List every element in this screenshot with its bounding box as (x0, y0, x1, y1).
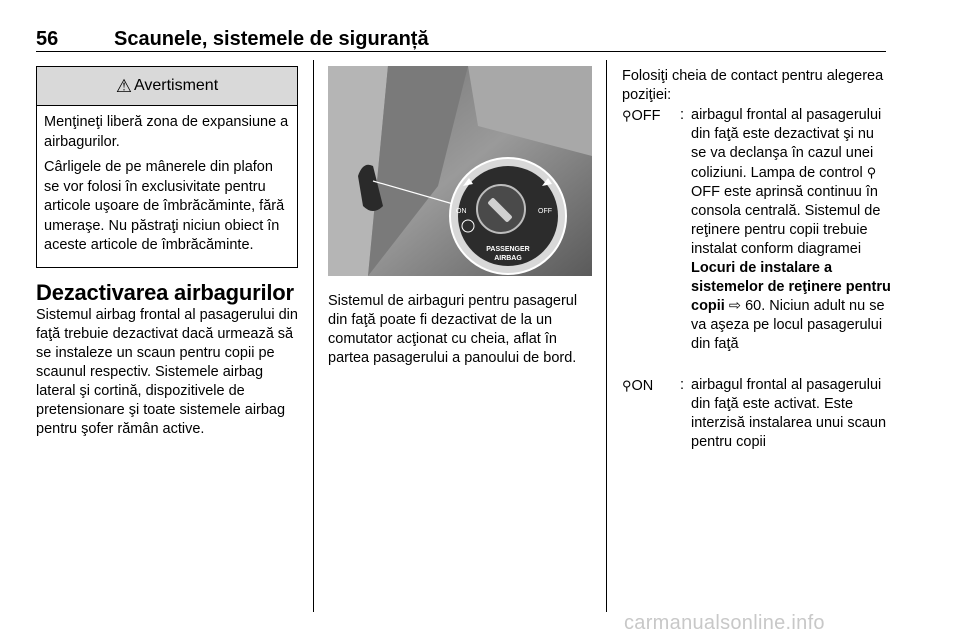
warning-body (37, 106, 297, 256)
column-divider-right (606, 60, 607, 612)
warning-paragraph: Menţineţi liberă zona de expansiune a airbagurilor. (44, 114, 289, 150)
warning-header (37, 67, 297, 106)
header-rule (36, 51, 886, 52)
position-off-description: airbagul frontal al pasagerului din faţă este dezactivat şi nu se va declanşa în cazul unei coliziuni. Lampa de control ⚲OFF este aprinsă continuu în consola centrală. Sistemul de reţinere pentru copii trebuie instalat conform diagramei Locuri de instalare a sistemelor de reţinere pentru copii ⇨ 60. Niciun adult nu se va aşeza pe locul pasagerului din faţă (691, 107, 891, 352)
passenger-seat-off-icon: ⚲ (622, 108, 632, 123)
position-off-label: ⚲OFF (622, 108, 661, 124)
section-title: Dezactivarea airbagurilor (36, 280, 294, 305)
airbag-switch-illustration (328, 66, 592, 276)
switch-label-airbag: AIRBAG (494, 255, 522, 262)
cross-reference-link[interactable]: Locuri de instalare a sistemelor de reţinere pentru copii (691, 260, 891, 314)
position-on-description: airbagul frontal al pasagerului din faţă este activat. Este interzisă instalarea unui scaun pentru copii (691, 377, 887, 450)
passenger-seat-off-icon: ⚲ (866, 165, 877, 180)
warning-triangle-icon: ⚠ (115, 75, 132, 96)
column-divider-left (313, 60, 314, 612)
positions-intro: Folosiţi cheia de contact pentru alegerea poziţiei: (622, 68, 884, 103)
page-ref-arrow-icon: ⇨ (728, 298, 742, 314)
footer-watermark: carmanualsonline.info (624, 612, 825, 634)
airbag-switch-figure (328, 66, 592, 276)
warning-box (36, 66, 298, 268)
page-header (36, 24, 886, 52)
switch-label-off: OFF (538, 208, 552, 215)
switch-label-on: ON (456, 208, 467, 215)
passenger-seat-on-icon: ⚲ (622, 378, 632, 393)
page-title: Scaunele, sistemele de siguranță (114, 28, 429, 50)
page-ref: 60 (745, 298, 762, 314)
figure-caption: Sistemul de airbaguri pentru pasagerul din faţă poate fi dezactivat de la un comutator acţionat cu cheia, aflat în partea pasagerului a panoului de bord. (328, 293, 578, 366)
warning-paragraph: Cârligele de pe mânerele din plafon se vor folosi în exclusivitate pentru articole uşoare de îmbrăcăminte, fără umeraşe. Nu păstraţi niciun obiect în aceste articole de îmbrăcăminte. (44, 159, 285, 253)
warning-title: Avertisment (133, 77, 219, 94)
position-on-label: ⚲ON (622, 378, 654, 394)
section-body: Sistemul airbag frontal al pasagerului din faţă trebuie dezactivat dacă urmează să se instaleze un scaun pentru copii pe scaunul respectiv. Sistemele airbag lateral şi cortină, dispozitivele de pretensionare şi toate sistemele airbag pentru şofer rămân active. (36, 307, 298, 437)
page-number: 56 (36, 28, 59, 50)
switch-label-passenger: PASSENGER (486, 246, 530, 253)
